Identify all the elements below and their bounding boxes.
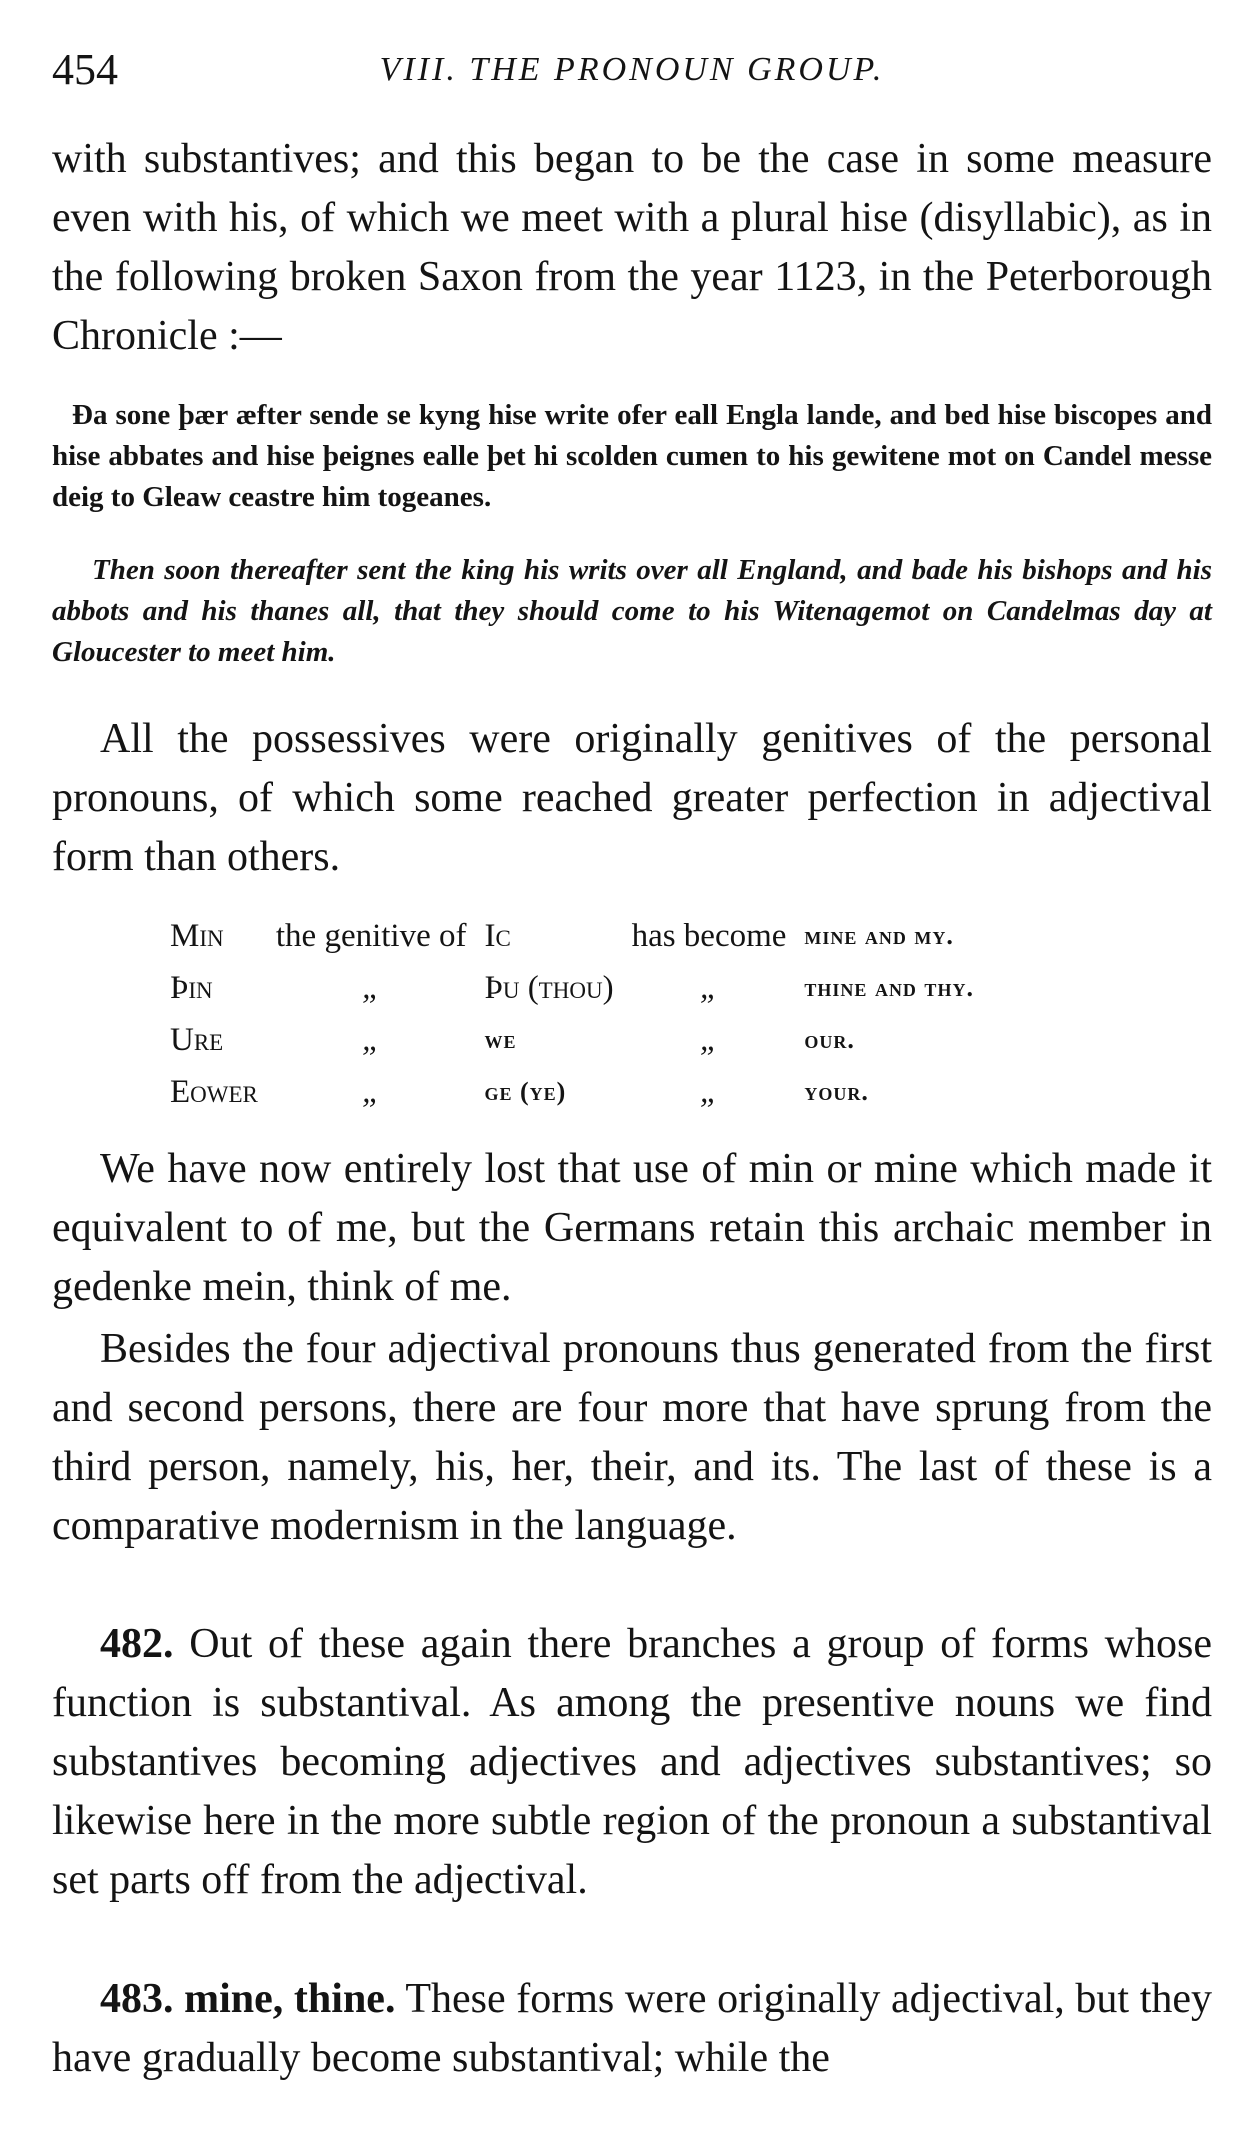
section-483-heading: mine, thine. [184, 1976, 396, 2022]
relation-text: „ [362, 969, 381, 1006]
page-number: 454 [52, 45, 118, 94]
source-form: Þin [170, 969, 213, 1006]
section-483-text: These forms were originally adjectival, but they have gradually become substantival; while the [52, 1976, 1213, 2081]
paragraph-482 [52, 1615, 1212, 1910]
personal-pronoun: Þu (thou) [484, 969, 614, 1006]
table-row [170, 962, 992, 1014]
table-row [170, 910, 992, 962]
possessive-forms-table [170, 910, 1170, 1118]
source-form: Min [170, 917, 224, 954]
result-form: your. [804, 1077, 869, 1106]
section-number-482: 482. [100, 1621, 174, 1667]
paragraph-483 [52, 1970, 1212, 2088]
section-482-text: Out of these again there branches a group of forms whose function is substantival. As among the presentive nouns we find substantives becoming adjectives and adjectives substantives; so likewise here in the more subtle region of the pronoun a substantival set parts off from the adjectival. [52, 1621, 1212, 1903]
section-number-483: 483. [100, 1976, 174, 2022]
table-row [170, 1014, 992, 1066]
page-header [52, 40, 1212, 100]
personal-pronoun: ge (ye) [484, 1077, 567, 1106]
result-form: thine and thy. [804, 973, 974, 1002]
paragraph-min-mine: We have now entirely lost that use of min or mine which made it equivalent to of me, but the Germans retain this archaic member in gedenke mein, think of me. [52, 1146, 1212, 1310]
relation-text: „ [362, 1073, 381, 1110]
relation-text: „ [362, 1021, 381, 1058]
personal-pronoun: Ic [484, 917, 511, 954]
quote-old-english: Đa sone þær æfter sende se kyng hise write ofer eall Engla lande, and bed hise biscopes and hise abbates and hise þeignes ealle þet hi scolden cumen to his gewitene mot on Candel messe deig to Gleaw ceastre him togeanes. [52, 399, 1212, 513]
result-form: mine and my. [804, 921, 954, 950]
personal-pronoun: we [484, 1025, 517, 1054]
result-form: our. [804, 1025, 855, 1054]
relation-text: the genitive of [275, 917, 467, 954]
paragraph-possessives: All the possessives were originally genitives of the personal pronouns, of which some reached greater perfection in adjectival form than others. [52, 716, 1212, 880]
verb-text: has become [631, 917, 787, 954]
verb-text: „ [699, 1021, 719, 1058]
source-form: Ure [170, 1021, 224, 1058]
source-form: Eower [170, 1073, 258, 1110]
paragraph-intro: with substantives; and this began to be the case in some measure even with his, of which we meet with a plural hise (disyllabic), as in the following broken Saxon from the year 1123, in the Peterborough Chronicle :— [52, 136, 1212, 359]
verb-text: „ [699, 1073, 719, 1110]
quote-translation: Then soon thereafter sent the king his writs over all England, and bade his bishops and his abbots and his thanes all, that they should come to his Witenagemot on Candelmas day at Gloucester to meet him. [52, 554, 1212, 668]
table-row [170, 1066, 992, 1118]
verb-text: „ [699, 969, 719, 1006]
paragraph-third-person: Besides the four adjectival pronouns thus generated from the first and second persons, there are four more that have sprung from the third person, namely, his, her, their, and its. The last of these is a comparative modernism in the language. [52, 1326, 1212, 1549]
running-head: VIII. THE PRONOUN GROUP. [379, 51, 885, 88]
